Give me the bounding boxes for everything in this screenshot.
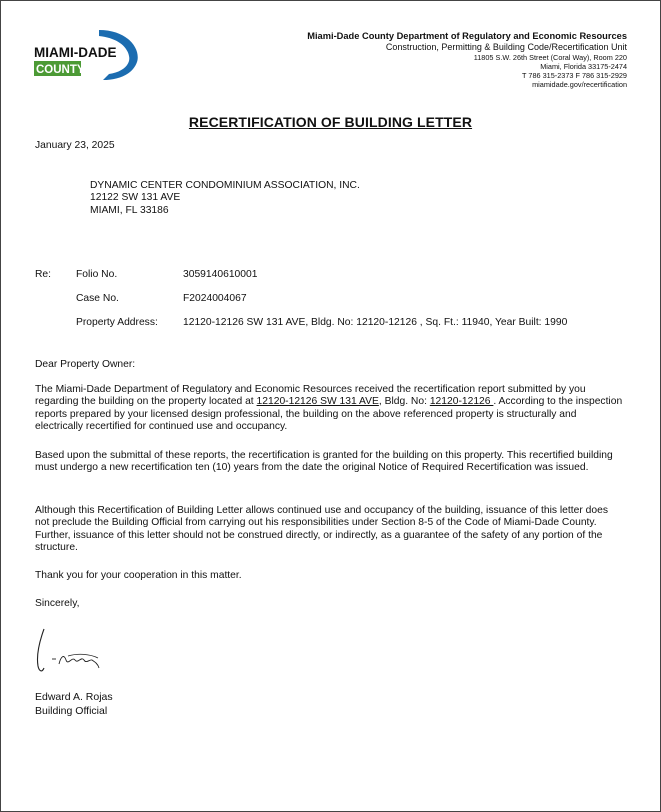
- signer-name: Edward A. Rojas: [35, 691, 113, 703]
- paragraph-1: [35, 384, 625, 434]
- letter-title: RECERTIFICATION OF BUILDING LETTER: [188, 114, 473, 130]
- signer-block: [35, 690, 113, 718]
- folio-label: Folio No.: [76, 269, 118, 280]
- logo-line1: MIAMI-DADE: [34, 45, 117, 60]
- property-label: Property Address:: [76, 317, 158, 328]
- department-unit: Construction, Permitting & Building Code/Recertification Unit: [385, 42, 627, 52]
- department-street: 11805 S.W. 26th Street (Coral Way), Room 220: [473, 53, 627, 62]
- property-address-ref: 12120-12126 SW 131 AVE: [256, 396, 379, 408]
- closing: Sincerely,: [35, 598, 80, 609]
- paragraph-1-part3: . According to the inspection reports prepared by your licensed design professional, the building on the above referenced property is structurally and electrically recertified for continued use and occupancy.: [35, 396, 623, 433]
- signer-title: Building Official: [35, 705, 108, 717]
- department-phone: T 786 315-2373 F 786 315-2929: [522, 71, 627, 80]
- recipient-city: MIAMI, FL 33186: [90, 204, 169, 216]
- building-number-ref: 12120-12126: [429, 396, 494, 408]
- paragraph-1-part1: The Miami-Dade Department of Regulatory and Economic Resources received the recertification report submitted by you regarding the building on the property located at: [35, 384, 586, 408]
- paragraph-2: Based upon the submittal of these reports, the recertification is granted for the building on this property. This recertified building must undergo a new recertification ten (10) years from the date the original Notice of Required Recertification was issued.: [35, 450, 613, 474]
- department-web: miamidade.gov/recertification: [532, 80, 627, 89]
- recipient-name: DYNAMIC CENTER CONDOMINIUM ASSOCIATION, INC.: [90, 180, 360, 191]
- miami-dade-logo: [33, 28, 139, 82]
- re-label: Re:: [35, 269, 52, 280]
- department-name: Miami-Dade County Department of Regulatory and Economic Resources: [307, 31, 627, 41]
- recipient-street: 12122 SW 131 AVE: [90, 192, 181, 204]
- paragraph-1-part2: , Bldg. No:: [378, 396, 430, 408]
- handwritten-signature: [28, 626, 108, 678]
- folio-value: 3059140610001: [183, 269, 258, 280]
- case-label: Case No.: [76, 293, 119, 304]
- department-city: Miami, Florida 33175-2474: [540, 62, 627, 71]
- case-value: F2024004067: [183, 293, 247, 304]
- letter-date: January 23, 2025: [35, 140, 115, 151]
- recipient-address: [90, 180, 360, 217]
- department-header: [307, 31, 627, 89]
- thank-you-line: Thank you for your cooperation in this matter.: [35, 570, 242, 581]
- logo-line2: COUNTY: [36, 64, 85, 76]
- property-value: 12120-12126 SW 131 AVE, Bldg. No: 12120-12126 , Sq. Ft.: 11940, Year Built: 1990: [183, 317, 568, 328]
- paragraph-3: Although this Recertification of Building Letter allows continued use and occupancy of the building, issuance of this letter does not preclude the Building Official from carrying out his responsibilities under Section 8-5 of the Code of Miami-Dade County. Further, issuance of this letter should not be construed directly, or indirectly, as a guarantee of the safety of any portion of the structure.: [35, 505, 608, 554]
- salutation: Dear Property Owner:: [35, 359, 136, 370]
